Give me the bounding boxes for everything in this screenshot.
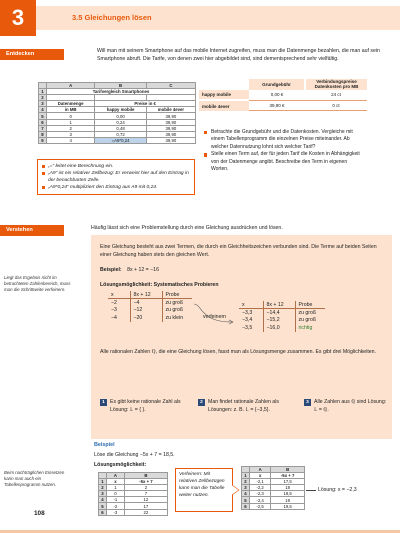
rational-text: Alle rationalen Zahlen ℚ, die eine Gleichung lösen, fasst man als Lösungsmenge zusammen. Es gibt drei Möglichkeiten. <box>100 349 377 355</box>
column-header-b: B <box>271 467 305 473</box>
cell: −15,2 <box>263 317 295 325</box>
probe-table-1 <box>108 291 192 322</box>
row-number: 4 <box>99 497 107 503</box>
solution-pointer-line <box>306 490 316 491</box>
row-number: 3 <box>39 101 47 107</box>
cell: mobile 4ever <box>146 107 195 113</box>
table-row <box>39 137 196 143</box>
table-row <box>239 324 325 332</box>
verfeinern-arrow <box>192 302 236 328</box>
case-2 <box>198 398 298 414</box>
table-row <box>108 299 192 307</box>
cell: 19 <box>271 497 305 503</box>
cell: zu groß <box>162 299 192 307</box>
cell: −2 <box>111 299 117 306</box>
table-row <box>199 100 367 111</box>
example-task: Löse die Gleichung −5x + 7 = 18,5. <box>94 452 175 458</box>
sheet-title-cell: Tarifvergleich Smartphones <box>47 89 196 95</box>
side-note-tabellenprogramm: Beim nachträglichen Einsetzen kann man auch ein Tabellenprogramm nutzen. <box>4 470 65 488</box>
table-row <box>242 503 305 509</box>
probe-table-2 <box>239 301 325 332</box>
cell: 12 <box>124 497 167 503</box>
cell: -2,3 <box>250 491 271 497</box>
row-number: 5 <box>242 497 250 503</box>
table-row <box>99 509 168 515</box>
cell: -2 <box>107 503 125 509</box>
cell: x <box>107 479 125 485</box>
row-number: 2 <box>39 95 47 101</box>
note-item: „A9“ ist ein relativer Zellbezug: Er verweist hier auf den Eintrag in der benachbarten Zelle. <box>42 170 190 184</box>
cell: 2 <box>47 125 95 131</box>
solution-text: Lösung: x = −2,3 <box>318 487 357 493</box>
cell: in MB <box>47 107 95 113</box>
table-row <box>239 309 325 317</box>
case-text: Man findet rationale Zahlen als Lösungen: z. B. 𝕃 = {−3,5}. <box>208 399 279 413</box>
cell: −4 <box>130 299 162 307</box>
cell: −14,4 <box>263 309 295 317</box>
row-number: 2 <box>242 479 250 485</box>
note-item: „A9*0,24“ multipliziert den Eintrag aus A9 mit 0,24. <box>42 184 190 191</box>
chapter-number: 3 <box>0 0 36 36</box>
column-header-c: C <box>146 83 195 89</box>
note-item: „=“ leitet eine Berechnung ein. <box>42 163 190 170</box>
cell: zu groß <box>295 317 325 325</box>
row-number: 9 <box>39 137 47 143</box>
row-number: 6 <box>242 503 250 509</box>
cell: 22 <box>124 509 167 515</box>
cell: -2,2 <box>250 485 271 491</box>
cell: Datenmenge <box>47 101 95 107</box>
cell: zu groß <box>295 309 325 317</box>
definition-text: Eine Gleichung besteht aus zwei Termen, die durch ein Gleichheitszeichen verbunden sind. Die Terme auf beiden Seiten einer Gleichung haben stets den gleichen Wert. <box>100 244 377 258</box>
table-row <box>239 317 325 325</box>
formula-notes <box>37 159 195 195</box>
page-number: 108 <box>34 510 45 517</box>
cell: −3,5 <box>242 325 253 332</box>
table-row <box>199 90 367 101</box>
case-number: 2 <box>198 399 205 406</box>
cell: 18 <box>271 485 305 491</box>
case-text: Es gibt keine rationale Zahl als Lösung: 𝕃 = { }. <box>110 399 181 413</box>
row-number: 5 <box>39 113 47 119</box>
header-grundgebuehr: Grundgebühr <box>249 79 305 90</box>
tariff-name: mobile 4ever <box>199 100 249 111</box>
case-text: Alle Zahlen aus ℚ sind Lösung: 𝕃 = ℚ. <box>314 399 387 413</box>
cell: −3,4 <box>242 317 253 324</box>
cell: 39,90 <box>146 113 195 119</box>
verfeinern-speech-bubble: Verfeinern: Mit relativen Zellbezügen kann man die Tabelle weiter nutzen. <box>175 468 233 512</box>
entdecken-tag: Entdecken <box>0 49 64 60</box>
row-number: 8 <box>39 131 47 137</box>
definition-example <box>100 266 385 274</box>
cell: 19,5 <box>271 503 305 509</box>
cell: -5x + 7 <box>124 479 167 485</box>
row-number: 1 <box>99 479 107 485</box>
header-term: 8x + 12 <box>263 301 295 309</box>
cell: 24 ct <box>305 90 367 101</box>
cell: −12 <box>130 307 162 315</box>
cell: x <box>250 473 271 479</box>
tariff-name: happy mobile <box>199 90 249 101</box>
task-list <box>204 129 364 173</box>
case-1 <box>100 398 192 414</box>
cell: 0 <box>47 113 95 119</box>
cell: 4 <box>47 137 95 143</box>
case-number: 3 <box>304 399 311 406</box>
row-number: 6 <box>39 119 47 125</box>
cell: happy mobile <box>95 107 147 113</box>
cell: 39,90 <box>146 131 195 137</box>
column-header-b: B <box>95 83 147 89</box>
cell: -5x + 7 <box>271 473 305 479</box>
example-equation: 8x + 12 = −16 <box>127 267 159 273</box>
cell: −3 <box>111 307 117 314</box>
example-heading: Beispiel <box>94 442 115 448</box>
strategy-heading: Lösungsmöglichkeit: Systematisches Probieren <box>100 282 219 288</box>
cell: −20 <box>130 314 162 322</box>
case-number: 1 <box>100 399 107 406</box>
cell: 0,72 <box>95 131 147 137</box>
cell: 1 <box>47 119 95 125</box>
header-line: Verbindungspreise <box>316 79 357 84</box>
side-note-schrittweite: Liegt das Ergebnis nicht im betrachteten Zahlenbereich, muss man die Schrittweite verfeinern. <box>4 275 71 293</box>
header-line: Datenkosten pro MB <box>314 84 359 90</box>
cell: 39,90 € <box>249 100 305 111</box>
example-label: Beispiel: <box>100 267 122 273</box>
cell: -1 <box>107 497 125 503</box>
cell: −16,0 <box>263 324 295 332</box>
cell: 17,5 <box>271 479 305 485</box>
column-header-a: A <box>47 83 95 89</box>
cell: 0,48 <box>95 125 147 131</box>
cell: zu klein <box>162 314 192 322</box>
cell: 18,5 <box>271 491 305 497</box>
header-x: x <box>108 291 130 299</box>
speech-pointer <box>232 484 240 496</box>
tariff-table <box>199 79 367 111</box>
cell: 39,90 <box>146 119 195 125</box>
cell: -2,4 <box>250 497 271 503</box>
cell: 0 ct <box>305 100 367 111</box>
cell: Preise in € <box>95 101 196 107</box>
cell: -3 <box>107 509 125 515</box>
header-probe: Probe <box>162 291 192 299</box>
cell: -2,5 <box>250 503 271 509</box>
header-x: x <box>239 301 263 309</box>
verstehen-tag: Verstehen <box>0 225 64 236</box>
row-number: 1 <box>39 89 47 95</box>
cell: 2 <box>124 485 167 491</box>
example-spreadsheet-2 <box>241 466 305 510</box>
verfeinern-label: verfeinern <box>203 314 227 320</box>
list-item: Betrachte die Grundgebühr und die Datenkosten. Vergleiche mit einem Tabellenprogramm die einzelnen Preise miteinander. Ab welcher Datennutzung lohnt sich welcher Tarif? <box>204 129 364 151</box>
cell: 1 <box>107 485 125 491</box>
cell: −3,3 <box>242 309 253 316</box>
row-number: 3 <box>99 491 107 497</box>
verstehen-text: Häufig lässt sich eine Problemstellung durch eine Gleichung ausdrücken und lösen. <box>91 225 283 231</box>
cell: 0,00 <box>95 113 147 119</box>
list-item: Stelle einen Term auf, der für jeden Tarif die Kosten in Abhängigkeit von der Datenmenge angibt. Beschreibe den Term in eigenen Worten. <box>204 151 364 173</box>
row-number: 7 <box>39 125 47 131</box>
example-spreadsheet-1 <box>98 472 168 516</box>
cell: −4 <box>111 315 117 322</box>
row-number: 5 <box>99 503 107 509</box>
row-number: 4 <box>242 491 250 497</box>
cell: 0,24 <box>95 119 147 125</box>
cell: -2,1 <box>250 479 271 485</box>
cell: 39,90 <box>146 125 195 131</box>
cell: zu groß <box>162 307 192 315</box>
row-number: 6 <box>99 509 107 515</box>
row-number: 4 <box>39 107 47 113</box>
empty-header <box>199 79 249 90</box>
column-header-a: A <box>250 467 271 473</box>
cell: 0 <box>107 491 125 497</box>
table-row <box>108 307 192 315</box>
section-title: 3.5 Gleichungen lösen <box>72 13 152 22</box>
formula-cell: =A9*0,24 <box>95 137 147 143</box>
header-probe: Probe <box>295 301 325 309</box>
cell: 3 <box>47 131 95 137</box>
cell: 0,00 € <box>249 90 305 101</box>
tariff-spreadsheet <box>38 82 196 144</box>
row-number: 1 <box>242 473 250 479</box>
cell-correct: richtig <box>295 324 325 332</box>
intro-text: Will man mit seinem Smartphone auf das mobile Internet zugreifen, muss man die Datenmenge bezahlen, die man auf sein Smartphone abruft. Die Tarife, von denen zwei hier abgebildet sind, sind dementsprechend sehr vielfältig. <box>97 48 380 62</box>
header-term: 8x + 12 <box>130 291 162 299</box>
example-strategy: Lösungsmöglichkeit: <box>94 462 147 468</box>
header-verbindungspreise <box>305 79 367 90</box>
table-row <box>108 314 192 322</box>
cell: 17 <box>124 503 167 509</box>
cell: 39,90 <box>146 137 195 143</box>
column-header-a: A <box>107 473 125 479</box>
row-number: 2 <box>99 485 107 491</box>
cell: 7 <box>124 491 167 497</box>
column-header-b: B <box>124 473 167 479</box>
case-3 <box>304 398 388 414</box>
row-number: 3 <box>242 485 250 491</box>
